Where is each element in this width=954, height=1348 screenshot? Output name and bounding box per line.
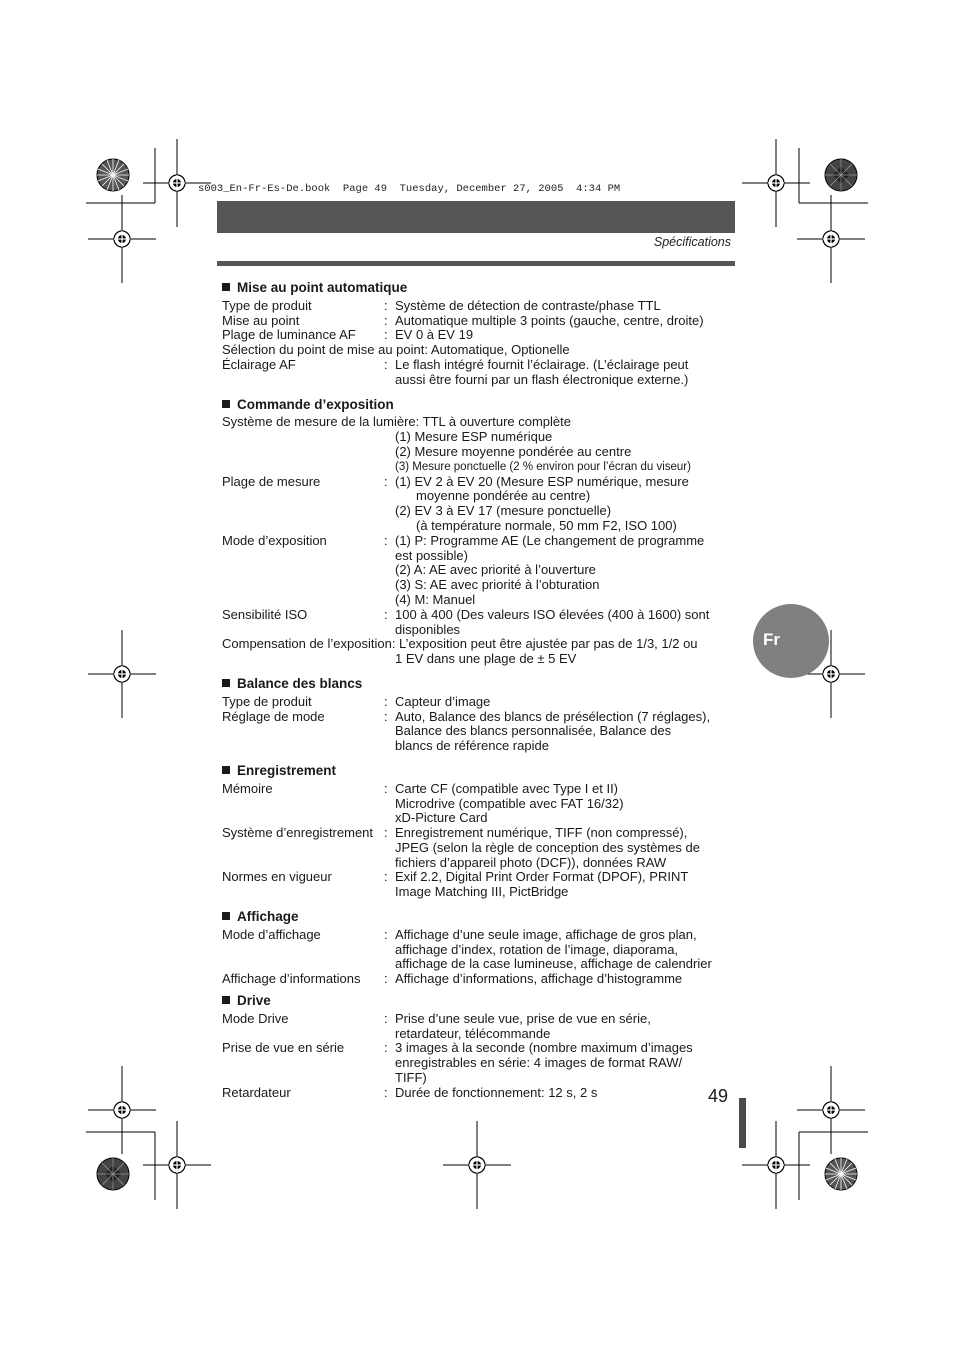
- spec-continuation: aussi être fourni par un flash électronique externe.): [395, 371, 689, 387]
- spec-row: Type de produit : Système de détection de contraste/phase TTL: [222, 297, 661, 313]
- spec-continuation: disponibles: [395, 621, 461, 637]
- spec-row: Éclairage AF : Le flash intégré fournit l’éclairage. (L’éclairage peut: [222, 356, 689, 372]
- spec-continuation: Microdrive (compatible avec FAT 16/32): [395, 795, 624, 811]
- language-tab-label: Fr: [763, 630, 780, 649]
- spec-continuation: 1 EV dans une plage de ± 5 EV: [395, 651, 577, 667]
- heading-af: Mise au point automatique: [222, 281, 734, 296]
- spec-row: Sensibilité ISO : 100 à 400 (Des valeurs ISO élevées (400 à 1600) sont: [222, 606, 710, 622]
- spec-continuation: enregistrables en série: 4 images de format RAW/: [395, 1055, 683, 1071]
- heading-recording: Enregistrement: [222, 764, 734, 779]
- spec-row: Plage de mesure : (1) EV 2 à EV 20 (Mesure ESP numérique, mesure: [222, 473, 689, 489]
- spec-continuation: (3) S: AE avec priorité à l’obturation: [395, 577, 600, 593]
- spec-continuation: (à température normale, 50 mm F2, ISO 100): [416, 517, 677, 533]
- bullet-square-icon: [222, 679, 230, 687]
- bullet-square-icon: [222, 996, 230, 1004]
- spec-continuation: retardateur, télécommande: [395, 1025, 551, 1041]
- book-header: s003_En-Fr-Es-De.book Page 49 Tuesday, December 27, 2005 4:34 PM: [198, 183, 621, 195]
- header-rule: [217, 261, 735, 266]
- spec-continuation: affichage d’index, rotation de l’image, diaporama,: [395, 941, 679, 957]
- page-number-bar: [739, 1098, 746, 1148]
- spec-line: Sélection du point de mise au point: Automatique, Optionelle: [222, 342, 570, 358]
- spec-row: Système d’enregistrement : Enregistrement numérique, TIFF (non compressé),: [222, 825, 688, 841]
- spec-continuation: (3) Mesure ponctuelle (2 % environ pour l’écran du viseur): [395, 460, 691, 473]
- bullet-square-icon: [222, 912, 230, 920]
- spec-continuation: Balance des blancs personnalisée, Balance des: [395, 723, 672, 739]
- bullet-square-icon: [222, 283, 230, 291]
- spec-continuation: (2) Mesure moyenne pondérée au centre: [395, 443, 632, 459]
- spec-continuation: (2) EV 3 à EV 17 (mesure ponctuelle): [395, 503, 612, 519]
- heading-exposure: Commande d’exposition: [222, 398, 734, 413]
- spec-continuation: xD-Picture Card: [395, 810, 488, 826]
- spec-row: Mémoire : Carte CF (compatible avec Type I et II): [222, 780, 619, 796]
- spec-line: Compensation de l’exposition: L’exposition peut être ajustée par pas de 1/3, 1/2 ou: [222, 636, 698, 652]
- spec-continuation: (2) A: AE avec priorité à l’ouverture: [395, 562, 596, 578]
- heading-display: Affichage: [222, 910, 734, 925]
- bullet-square-icon: [222, 400, 230, 408]
- spec-row: Affichage d’informations : Affichage d’informations, affichage d’histogramme: [222, 971, 683, 987]
- spec-continuation: blancs de référence rapide: [395, 738, 549, 754]
- spec-row: Mode d’exposition : (1) P: Programme AE (Le changement de programme: [222, 532, 705, 548]
- spec-row: Mode d’affichage : Affichage d’une seule image, affichage de gros plan,: [222, 926, 697, 942]
- heading-white-balance: Balance des blancs: [222, 677, 734, 692]
- spec-line: Système de mesure de la lumière: TTL à ouverture complète: [222, 414, 571, 430]
- spec-continuation: affichage de la case lumineuse, affichage de calendrier: [395, 956, 712, 972]
- spec-row: Mode Drive : Prise d’une seule vue, prise de vue en série,: [222, 1010, 651, 1026]
- spec-continuation: est possible): [395, 547, 468, 563]
- spec-row: Plage de luminance AF : EV 0 à EV 19: [222, 327, 474, 343]
- heading-drive: Drive: [222, 994, 734, 1009]
- page-number: 49: [708, 1086, 729, 1106]
- section-title: Spécifications: [653, 235, 731, 249]
- spec-continuation: (1) Mesure ESP numérique: [395, 429, 553, 445]
- spec-continuation: TIFF): [395, 1070, 427, 1086]
- header-band: [217, 201, 735, 233]
- spec-row: Prise de vue en série : 3 images à la seconde (nombre maximum d’images: [222, 1040, 693, 1056]
- spec-continuation: moyenne pondérée au centre): [416, 488, 591, 504]
- spec-continuation: (4) M: Manuel: [395, 591, 476, 607]
- spec-row: Retardateur : Durée de fonctionnement: 12 s, 2 s: [222, 1084, 598, 1100]
- spec-row: Réglage de mode : Auto, Balance des blancs de présélection (7 réglages),: [222, 708, 711, 724]
- bullet-square-icon: [222, 766, 230, 774]
- spec-continuation: fichiers d’appareil photo (DCF)), données RAW: [395, 854, 667, 870]
- spec-continuation: Image Matching III, PictBridge: [395, 884, 569, 900]
- spec-row: Type de produit : Capteur d’image: [222, 693, 491, 709]
- spec-row: Normes en vigueur : Exif 2.2, Digital Print Order Format (DPOF), PRINT: [222, 869, 689, 885]
- spec-content: [222, 281, 734, 1101]
- language-tab: [753, 604, 829, 678]
- spec-row: Mise au point : Automatique multiple 3 points (gauche, centre, droite): [222, 312, 704, 328]
- spec-continuation: JPEG (selon la règle de conception des systèmes de: [395, 839, 700, 855]
